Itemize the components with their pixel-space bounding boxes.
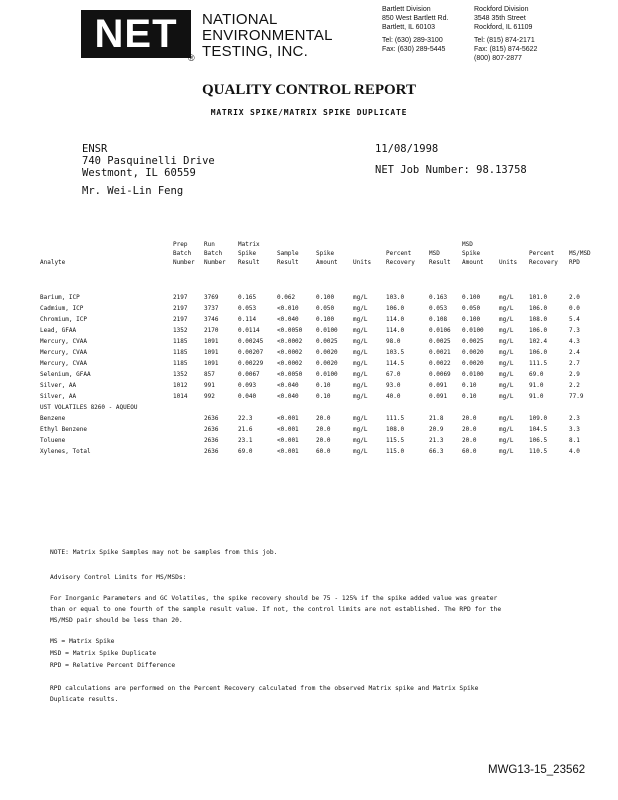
report-title: QUALITY CONTROL REPORT bbox=[202, 82, 416, 98]
cell-prep-batch: 1014 bbox=[173, 393, 188, 400]
cell-prep-batch bbox=[173, 402, 204, 413]
cell-run-batch: 2636 bbox=[204, 426, 219, 433]
cell-matrix-spike-result: 21.6 bbox=[238, 426, 253, 433]
cell-analyte: Lead, GFAA bbox=[40, 327, 77, 334]
cell-run-batch: 2636 bbox=[204, 415, 219, 422]
cell-percent-recovery: 67.0 bbox=[386, 371, 401, 378]
cell-msd-spike-amount: 0.0100 bbox=[462, 371, 484, 378]
cell-analyte: Mercury, CVAA bbox=[40, 349, 87, 356]
cell-run-batch: 992 bbox=[204, 393, 215, 400]
cell-msd-percent-recovery: 108.0 bbox=[529, 316, 548, 323]
cell-rpd: 2.4 bbox=[569, 349, 580, 356]
col-header-msd-spike-amount: MSD Spike Amount bbox=[462, 241, 484, 266]
cell-units: mg/L bbox=[353, 294, 368, 301]
table-row bbox=[40, 292, 593, 303]
cell-rpd: 2.0 bbox=[569, 294, 580, 301]
client-city: Westmont, IL 60559 bbox=[82, 167, 196, 179]
cell-prep-batch: 1185 bbox=[173, 338, 188, 345]
cell-msd-result: 0.108 bbox=[429, 316, 448, 323]
cell-msd-units: mg/L bbox=[499, 349, 514, 356]
company-name-line2: ENVIRONMENTAL bbox=[202, 27, 333, 44]
cell-run-batch: 2636 bbox=[204, 437, 219, 444]
cell-msd-units: mg/L bbox=[499, 338, 514, 345]
note-text: NOTE: Matrix Spike Samples may not be samples from this job. bbox=[50, 549, 278, 556]
cell-rpd: 3.3 bbox=[569, 426, 580, 433]
cell-run-batch: 991 bbox=[204, 382, 215, 389]
cell-msd-result: 0.0022 bbox=[429, 360, 451, 367]
cell-analyte: Ethyl Benzene bbox=[40, 426, 87, 433]
cell-msd-result: 21.8 bbox=[429, 415, 444, 422]
cell-matrix-spike-result: 69.0 bbox=[238, 448, 253, 455]
col-header-spike-amount: Spike Amount bbox=[316, 250, 338, 266]
cell-spike-amount: 0.050 bbox=[316, 305, 335, 312]
cell-run-batch: 3769 bbox=[204, 294, 219, 301]
table-row bbox=[40, 402, 593, 413]
cell-rpd: 2.3 bbox=[569, 415, 580, 422]
cell-msd-spike-amount: 0.0025 bbox=[462, 338, 484, 345]
document-id: MWG13-15_23562 bbox=[488, 764, 586, 776]
address-line: Bartlett, IL 60103 bbox=[382, 24, 436, 31]
table-row bbox=[40, 325, 593, 336]
col-header-prep-batch: Prep Batch Number bbox=[173, 241, 195, 266]
cell-msd-units: mg/L bbox=[499, 437, 514, 444]
rpd-note-line: RPD calculations are performed on the Percent Recovery calculated from the observed Matrix spike and Matrix Spike bbox=[50, 685, 479, 692]
cell-msd-result: 0.053 bbox=[429, 305, 448, 312]
table-row bbox=[40, 380, 593, 391]
cell-msd-units: mg/L bbox=[499, 393, 514, 400]
cell-sample-result: <0.040 bbox=[277, 316, 299, 323]
cell-msd-spike-amount: 0.0020 bbox=[462, 349, 484, 356]
cell-percent-recovery: 114.0 bbox=[386, 327, 405, 334]
job-number: NET Job Number: 98.13758 bbox=[375, 164, 527, 176]
cell-units: mg/L bbox=[353, 437, 368, 444]
cell-msd-percent-recovery: 69.0 bbox=[529, 371, 544, 378]
cell-rpd: 2.9 bbox=[569, 371, 580, 378]
cell-matrix-spike-result: 0.040 bbox=[238, 393, 257, 400]
company-name-line1: NATIONAL bbox=[202, 11, 278, 28]
cell-sample-result: <0.0002 bbox=[277, 338, 303, 345]
cell-spike-amount: 0.0020 bbox=[316, 360, 338, 367]
cell-spike-amount: 20.0 bbox=[316, 426, 331, 433]
cell-units: mg/L bbox=[353, 305, 368, 312]
cell-run-batch: 3746 bbox=[204, 316, 219, 323]
col-header-matrix-spike-result: Matrix Spike Result bbox=[238, 241, 260, 266]
cell-msd-result: 0.0021 bbox=[429, 349, 451, 356]
cell-matrix-spike-result: 0.0067 bbox=[238, 371, 260, 378]
table-row bbox=[40, 446, 593, 457]
cell-msd-result bbox=[429, 402, 462, 413]
cell-rpd: 8.1 bbox=[569, 437, 580, 444]
cell-run-batch: 1091 bbox=[204, 360, 219, 367]
qc-results-table bbox=[40, 240, 593, 457]
advisory-title: Advisory Control Limits for MS/MSDs: bbox=[50, 574, 187, 581]
cell-msd-spike-amount: 0.100 bbox=[462, 316, 481, 323]
advisory-line: than or equal to one fourth of the sample result value. If not, the control limits are not established. The RPD for the bbox=[50, 606, 502, 613]
company-name-line3: TESTING, INC. bbox=[202, 43, 308, 60]
cell-run-batch: 2636 bbox=[204, 448, 219, 455]
cell-prep-batch: 2197 bbox=[173, 305, 188, 312]
cell-analyte: Xylenes, Total bbox=[40, 448, 91, 455]
cell-matrix-spike-result: 0.093 bbox=[238, 382, 257, 389]
cell-percent-recovery: 103.0 bbox=[386, 294, 405, 301]
cell-spike-amount: 0.100 bbox=[316, 294, 335, 301]
col-header-sample-result: Sample Result bbox=[277, 250, 299, 266]
cell-msd-units: mg/L bbox=[499, 448, 514, 455]
rpd-note-line: Duplicate results. bbox=[50, 696, 119, 703]
cell-msd-percent-recovery: 102.4 bbox=[529, 338, 548, 345]
table-row bbox=[40, 391, 593, 402]
cell-msd-result: 21.3 bbox=[429, 437, 444, 444]
address-line: Tel: (815) 874-2171 bbox=[474, 37, 535, 44]
address-line: Rockford Division bbox=[474, 6, 529, 13]
address-line: (800) 807-2877 bbox=[474, 55, 522, 62]
client-name: ENSR bbox=[82, 143, 108, 155]
cell-prep-batch bbox=[173, 446, 204, 457]
cell-units: mg/L bbox=[353, 382, 368, 389]
cell-matrix-spike-result: 0.053 bbox=[238, 305, 257, 312]
cell-spike-amount: 0.10 bbox=[316, 393, 331, 400]
cell-units: mg/L bbox=[353, 415, 368, 422]
cell-analyte: Cadmium, ICP bbox=[40, 305, 84, 312]
cell-percent-recovery: 106.0 bbox=[386, 305, 405, 312]
cell-rpd: 7.3 bbox=[569, 327, 580, 334]
cell-msd-units: mg/L bbox=[499, 327, 514, 334]
definition-msd: MSD = Matrix Spike Duplicate bbox=[50, 650, 157, 657]
address-line: Rockford, IL 61109 bbox=[474, 24, 533, 31]
cell-matrix-spike-result: 0.114 bbox=[238, 316, 257, 323]
cell-sample-result: <0.0002 bbox=[277, 360, 303, 367]
cell-msd-percent-recovery: 91.0 bbox=[529, 393, 544, 400]
cell-msd-spike-amount bbox=[462, 402, 499, 413]
cell-prep-batch: 2197 bbox=[173, 294, 188, 301]
definition-ms: MS = Matrix Spike bbox=[50, 638, 115, 645]
cell-prep-batch bbox=[173, 435, 204, 446]
cell-rpd: 0.0 bbox=[569, 305, 580, 312]
cell-analyte: UST VOLATILES 8260 - AQUEOU bbox=[40, 404, 138, 411]
net-logo: NET bbox=[81, 10, 191, 58]
company-name bbox=[202, 12, 333, 60]
address-line: 3548 35th Street bbox=[474, 15, 526, 22]
cell-msd-units: mg/L bbox=[499, 382, 514, 389]
address-line: Bartlett Division bbox=[382, 6, 431, 13]
report-subtitle: MATRIX SPIKE/MATRIX SPIKE DUPLICATE bbox=[210, 108, 408, 117]
col-header-msd-units: Units bbox=[499, 259, 518, 266]
cell-percent-recovery: 114.0 bbox=[386, 316, 405, 323]
cell-msd-percent-recovery: 106.0 bbox=[529, 349, 548, 356]
cell-units: mg/L bbox=[353, 371, 368, 378]
cell-percent-recovery: 40.0 bbox=[386, 393, 401, 400]
cell-matrix-spike-result: 23.1 bbox=[238, 437, 253, 444]
cell-units: mg/L bbox=[353, 316, 368, 323]
table-row bbox=[40, 347, 593, 358]
table-row bbox=[40, 336, 593, 347]
cell-analyte: Barium, ICP bbox=[40, 294, 80, 301]
cell-msd-result: 20.9 bbox=[429, 426, 444, 433]
cell-percent-recovery bbox=[386, 402, 429, 413]
cell-matrix-spike-result: 0.00229 bbox=[238, 360, 264, 367]
cell-percent-recovery: 98.0 bbox=[386, 338, 401, 345]
cell-sample-result: <0.001 bbox=[277, 437, 299, 444]
cell-run-batch: 857 bbox=[204, 371, 215, 378]
cell-msd-spike-amount: 0.100 bbox=[462, 294, 481, 301]
table-row bbox=[40, 424, 593, 435]
cell-msd-percent-recovery: 111.5 bbox=[529, 360, 548, 367]
cell-msd-percent-recovery: 101.0 bbox=[529, 294, 548, 301]
cell-run-batch: 2170 bbox=[204, 327, 219, 334]
advisory-line: For Inorganic Parameters and GC Volatiles, the spike recovery should be 75 - 125% if the spike added value was greater bbox=[50, 595, 498, 602]
cell-sample-result: <0.040 bbox=[277, 393, 299, 400]
cell-spike-amount: 0.10 bbox=[316, 382, 331, 389]
cell-rpd: 4.3 bbox=[569, 338, 580, 345]
cell-units: mg/L bbox=[353, 393, 368, 400]
cell-percent-recovery: 114.5 bbox=[386, 360, 405, 367]
bartlett-division-address bbox=[382, 5, 448, 54]
cell-spike-amount: 0.0025 bbox=[316, 338, 338, 345]
cell-matrix-spike-result: 22.3 bbox=[238, 415, 253, 422]
cell-prep-batch bbox=[173, 413, 204, 424]
cell-analyte: Selenium, GFAA bbox=[40, 371, 91, 378]
cell-sample-result: <0.0050 bbox=[277, 371, 303, 378]
table-row bbox=[40, 435, 593, 446]
col-header-run-batch: Run Batch Number bbox=[204, 241, 226, 266]
cell-msd-percent-recovery: 109.0 bbox=[529, 415, 548, 422]
cell-matrix-spike-result: 0.165 bbox=[238, 294, 257, 301]
cell-sample-result bbox=[277, 402, 316, 413]
cell-msd-units: mg/L bbox=[499, 294, 514, 301]
cell-prep-batch: 1352 bbox=[173, 327, 188, 334]
cell-msd-spike-amount: 60.0 bbox=[462, 448, 477, 455]
client-street: 740 Pasquinelli Drive bbox=[82, 155, 215, 167]
cell-msd-result: 0.0025 bbox=[429, 338, 451, 345]
cell-sample-result: <0.0002 bbox=[277, 349, 303, 356]
cell-matrix-spike-result: 0.0114 bbox=[238, 327, 260, 334]
cell-units: mg/L bbox=[353, 338, 368, 345]
address-line: Fax: (630) 289-5445 bbox=[382, 46, 446, 53]
col-header-units: Units bbox=[353, 259, 372, 266]
cell-units: mg/L bbox=[353, 349, 368, 356]
cell-prep-batch: 2197 bbox=[173, 316, 188, 323]
cell-spike-amount: 20.0 bbox=[316, 437, 331, 444]
cell-sample-result: <0.040 bbox=[277, 382, 299, 389]
address-line: Tel: (630) 289-3100 bbox=[382, 37, 443, 44]
cell-msd-spike-amount: 0.10 bbox=[462, 393, 477, 400]
col-header-rpd: MS/MSD RPD bbox=[569, 250, 591, 266]
cell-msd-units: mg/L bbox=[499, 415, 514, 422]
col-header-msd-percent-recovery: Percent Recovery bbox=[529, 250, 558, 266]
cell-prep-batch: 1185 bbox=[173, 349, 188, 356]
cell-rpd: 4.0 bbox=[569, 448, 580, 455]
cell-msd-percent-recovery bbox=[529, 402, 569, 413]
cell-run-batch: 3737 bbox=[204, 305, 219, 312]
cell-msd-result: 0.163 bbox=[429, 294, 448, 301]
table-row bbox=[40, 369, 593, 380]
cell-msd-spike-amount: 20.0 bbox=[462, 415, 477, 422]
cell-analyte: Mercury, CVAA bbox=[40, 338, 87, 345]
cell-msd-percent-recovery: 91.0 bbox=[529, 382, 544, 389]
cell-msd-units bbox=[499, 402, 529, 413]
table-row bbox=[40, 358, 593, 369]
cell-msd-spike-amount: 0.10 bbox=[462, 382, 477, 389]
cell-percent-recovery: 103.5 bbox=[386, 349, 405, 356]
address-line: Fax: (815) 874-5622 bbox=[474, 46, 538, 53]
cell-msd-spike-amount: 0.050 bbox=[462, 305, 481, 312]
client-contact: Mr. Wei-Lin Feng bbox=[82, 185, 184, 197]
cell-msd-spike-amount: 0.0100 bbox=[462, 327, 484, 334]
cell-sample-result: <0.001 bbox=[277, 426, 299, 433]
cell-prep-batch bbox=[173, 424, 204, 435]
cell-msd-percent-recovery: 110.5 bbox=[529, 448, 548, 455]
cell-msd-units: mg/L bbox=[499, 371, 514, 378]
cell-spike-amount: 0.0100 bbox=[316, 371, 338, 378]
registered-mark: ® bbox=[188, 53, 195, 63]
cell-matrix-spike-result bbox=[238, 402, 277, 413]
rockford-division-address bbox=[474, 5, 537, 63]
cell-percent-recovery: 93.0 bbox=[386, 382, 401, 389]
cell-sample-result: <0.001 bbox=[277, 448, 299, 455]
cell-sample-result: <0.010 bbox=[277, 305, 299, 312]
report-date: 11/08/1998 bbox=[375, 143, 439, 155]
cell-spike-amount: 60.0 bbox=[316, 448, 331, 455]
cell-units: mg/L bbox=[353, 448, 368, 455]
cell-run-batch: 1091 bbox=[204, 338, 219, 345]
cell-rpd bbox=[569, 402, 593, 413]
cell-run-batch bbox=[204, 402, 238, 413]
address-line: 850 West Bartlett Rd. bbox=[382, 15, 449, 22]
table-row bbox=[40, 303, 593, 314]
cell-msd-spike-amount: 0.0020 bbox=[462, 360, 484, 367]
cell-analyte: Silver, AA bbox=[40, 393, 77, 400]
cell-prep-batch: 1012 bbox=[173, 382, 188, 389]
cell-msd-units: mg/L bbox=[499, 305, 514, 312]
cell-msd-units: mg/L bbox=[499, 360, 514, 367]
cell-msd-percent-recovery: 106.0 bbox=[529, 305, 548, 312]
cell-prep-batch: 1185 bbox=[173, 360, 188, 367]
cell-msd-percent-recovery: 104.5 bbox=[529, 426, 548, 433]
cell-msd-result: 0.0069 bbox=[429, 371, 451, 378]
col-header-msd-result: MSD Result bbox=[429, 250, 451, 266]
cell-msd-result: 66.3 bbox=[429, 448, 444, 455]
cell-analyte: Chromium, ICP bbox=[40, 316, 87, 323]
cell-msd-spike-amount: 20.0 bbox=[462, 437, 477, 444]
cell-analyte: Benzene bbox=[40, 415, 66, 422]
cell-percent-recovery: 108.0 bbox=[386, 426, 405, 433]
cell-spike-amount bbox=[316, 402, 353, 413]
cell-msd-units: mg/L bbox=[499, 316, 514, 323]
cell-msd-units: mg/L bbox=[499, 426, 514, 433]
cell-units bbox=[353, 402, 386, 413]
cell-matrix-spike-result: 0.00245 bbox=[238, 338, 264, 345]
col-header-percent-recovery: Percent Recovery bbox=[386, 250, 415, 266]
cell-analyte: Silver, AA bbox=[40, 382, 77, 389]
cell-rpd: 77.9 bbox=[569, 393, 584, 400]
cell-units: mg/L bbox=[353, 327, 368, 334]
cell-rpd: 2.7 bbox=[569, 360, 580, 367]
cell-percent-recovery: 111.5 bbox=[386, 415, 405, 422]
cell-spike-amount: 0.0020 bbox=[316, 349, 338, 356]
cell-rpd: 2.2 bbox=[569, 382, 580, 389]
col-header-analyte: Analyte bbox=[40, 259, 66, 266]
table-header-row bbox=[40, 240, 593, 267]
cell-analyte: Toluene bbox=[40, 437, 66, 444]
cell-spike-amount: 0.100 bbox=[316, 316, 335, 323]
cell-percent-recovery: 115.0 bbox=[386, 448, 405, 455]
cell-msd-result: 0.091 bbox=[429, 382, 448, 389]
table-row bbox=[40, 314, 593, 325]
cell-rpd: 5.4 bbox=[569, 316, 580, 323]
cell-spike-amount: 0.0100 bbox=[316, 327, 338, 334]
table-body bbox=[40, 292, 593, 457]
cell-run-batch: 1091 bbox=[204, 349, 219, 356]
cell-spike-amount: 20.0 bbox=[316, 415, 331, 422]
cell-msd-percent-recovery: 106.0 bbox=[529, 327, 548, 334]
cell-prep-batch: 1352 bbox=[173, 371, 188, 378]
cell-msd-percent-recovery: 106.5 bbox=[529, 437, 548, 444]
definition-rpd: RPD = Relative Percent Difference bbox=[50, 662, 176, 669]
table-row bbox=[40, 413, 593, 424]
cell-matrix-spike-result: 0.00207 bbox=[238, 349, 264, 356]
cell-units: mg/L bbox=[353, 426, 368, 433]
cell-msd-spike-amount: 20.0 bbox=[462, 426, 477, 433]
cell-sample-result: <0.001 bbox=[277, 415, 299, 422]
cell-msd-result: 0.0106 bbox=[429, 327, 451, 334]
cell-sample-result: <0.0050 bbox=[277, 327, 303, 334]
cell-units: mg/L bbox=[353, 360, 368, 367]
cell-analyte: Mercury, CVAA bbox=[40, 360, 87, 367]
cell-msd-result: 0.091 bbox=[429, 393, 448, 400]
advisory-line: MS/MSD pair should be less than 20. bbox=[50, 617, 183, 624]
cell-sample-result: 0.062 bbox=[277, 294, 296, 301]
cell-percent-recovery: 115.5 bbox=[386, 437, 405, 444]
